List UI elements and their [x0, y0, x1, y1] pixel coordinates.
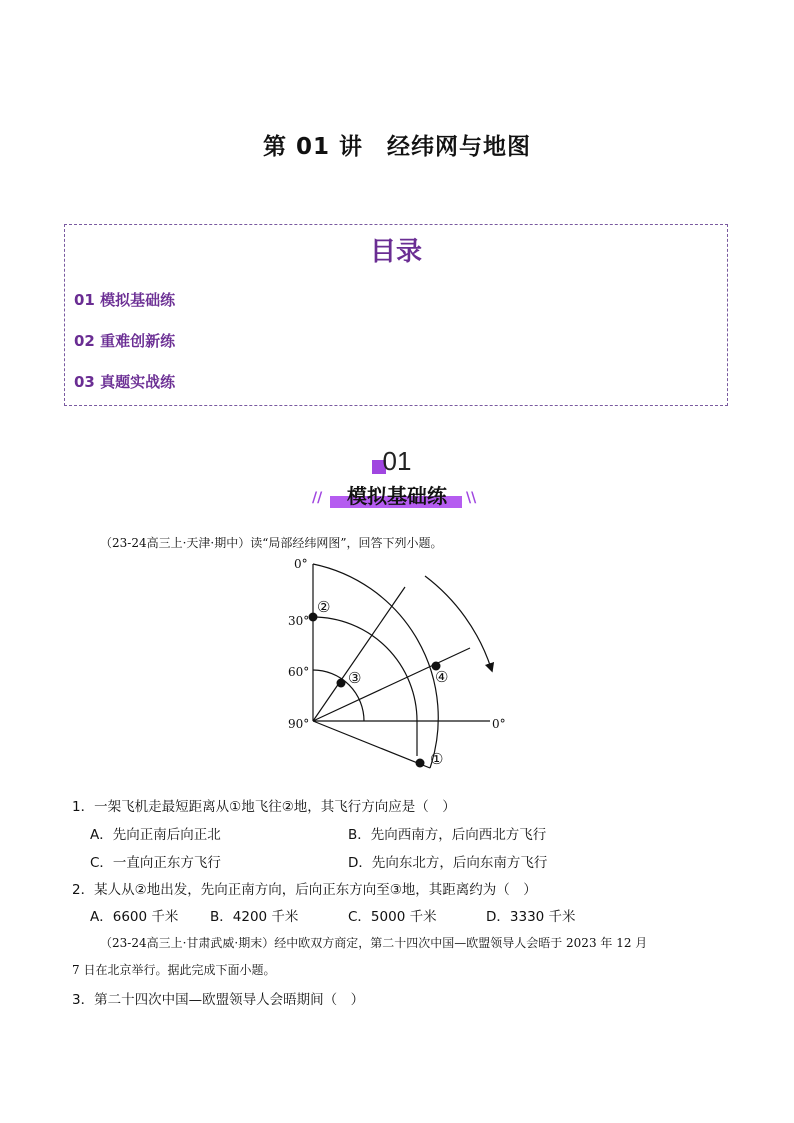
source-note-line-2: 7 日在北京举行。据此完成下面小题。: [72, 963, 276, 977]
graticule-svg: [270, 556, 530, 796]
toc-heading: 目录: [369, 237, 422, 267]
parallel-30: [313, 617, 417, 756]
page-title: 第 01 讲 经纬网与地图: [262, 134, 532, 160]
question-3: 3．第二十四次中国—欧盟领导人会晤期间（ ）: [72, 992, 365, 1008]
point-4-label: ④: [435, 668, 449, 686]
q1-option-d[interactable]: D．先向东北方，后向东南方飞行: [348, 855, 548, 871]
lat-label-90: 90°: [288, 717, 310, 731]
section-slash-left: //: [312, 490, 323, 506]
q1-option-a[interactable]: A．先向正南后向正北: [90, 827, 221, 843]
point-3-dot: [337, 679, 346, 688]
point-3-label: ③: [348, 669, 362, 687]
question-intro: （23-24高三上·天津·期中）读“局部经纬网图”，回答下列小题。: [100, 536, 443, 550]
section-slash-right: \\: [466, 490, 477, 506]
q2-option-d[interactable]: D．3330 千米: [486, 909, 576, 925]
q2-option-c[interactable]: C．5000 千米: [348, 909, 437, 925]
q2-option-a[interactable]: A．6600 千米: [90, 909, 179, 925]
q1-option-b[interactable]: B．先向西南方，后向西北方飞行: [348, 827, 547, 843]
q2-option-b[interactable]: B．4200 千米: [210, 909, 299, 925]
q1-option-c[interactable]: C．一直向正东方飞行: [90, 855, 221, 871]
lat-label-0: 0°: [294, 557, 308, 571]
source-note-line-1: （23-24高三上·甘肃武威·期末）经中欧双方商定，第二十四次中国—欧盟领导人会晤于 2023 年 12 月: [100, 936, 648, 950]
section-title: 模拟基础练: [347, 484, 447, 508]
point-1-label: ①: [430, 750, 444, 768]
graticule-diagram: [270, 556, 530, 796]
point-1-dot: [416, 759, 425, 768]
toc-item-1[interactable]: 01 模拟基础练: [74, 291, 176, 309]
section-number: 01: [382, 446, 412, 476]
question-1: 1．一架飞机走最短距离从①地飞往②地，其飞行方向应是（ ）: [72, 799, 456, 815]
lat-label-60: 60°: [288, 665, 310, 679]
parallel-0: [313, 564, 438, 768]
lon-label-0: 0°: [492, 717, 506, 731]
toc-item-3[interactable]: 03 真题实战练: [74, 373, 176, 391]
table-of-contents: [64, 224, 728, 406]
toc-item-2[interactable]: 02 重难创新练: [74, 332, 176, 350]
point-2-label: ②: [317, 598, 331, 616]
meridian-lower: [313, 721, 430, 768]
question-2: 2．某人从②地出发，先向正南方向，后向正东方向至③地，其距离约为（ ）: [72, 882, 537, 898]
lat-label-30: 30°: [288, 614, 310, 628]
